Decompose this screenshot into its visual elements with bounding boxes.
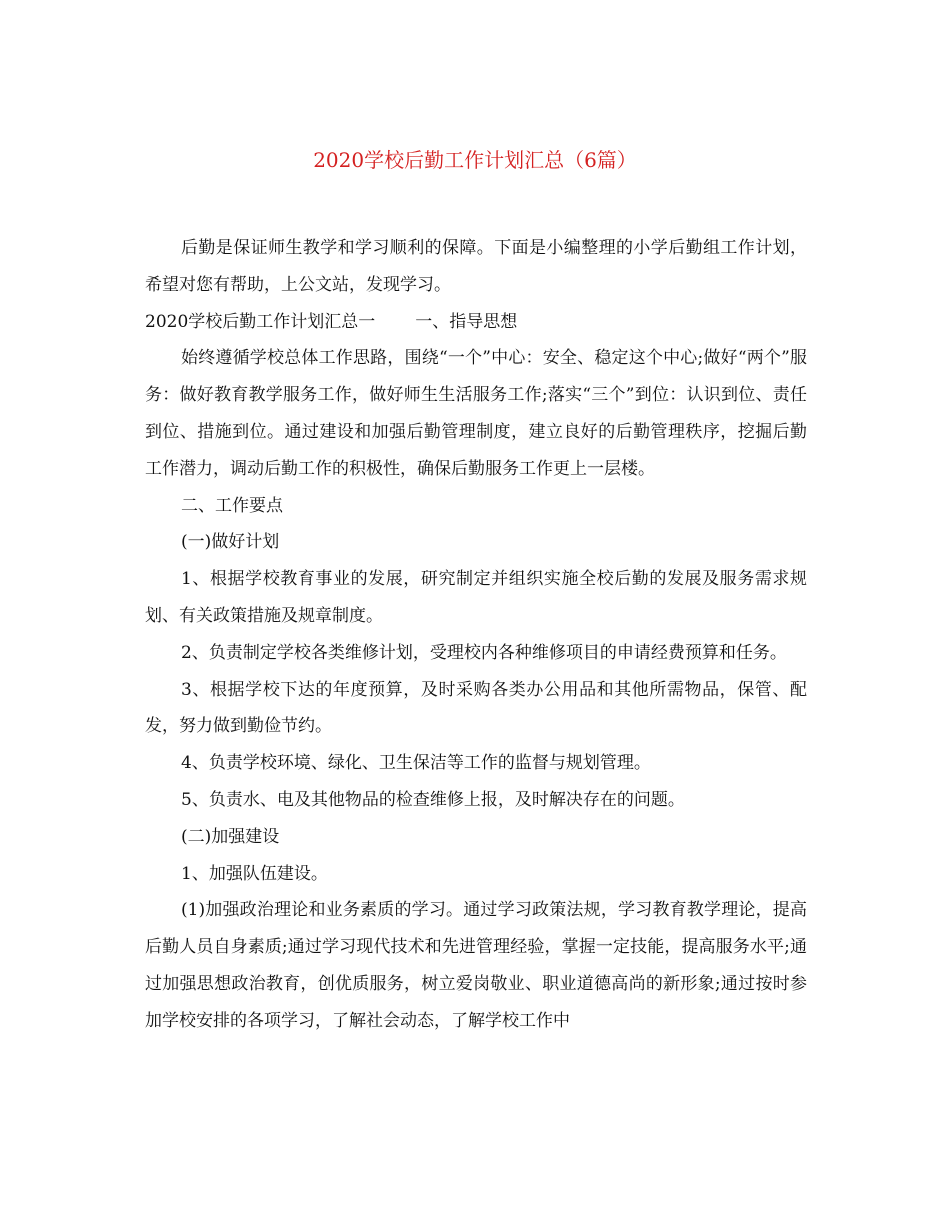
document-body (145, 230, 807, 1040)
list-item-5: 5、负责水、电及其他物品的检查维修上报，及时解决存在的问题。 (181, 789, 685, 810)
paragraph-study: (1)加强政治理论和业务素质的学习。通过学习政策法规，学习教育教学理论，提高后勤人员自身素质;通过学习现代技术和先进管理经验，掌握一定技能，提高服务水平;通过加强思想政治教育，创优质服务，树立爱岗敬业、职业道德高尚的新形象;通过按时参加学校安排的各项学习，了解社会动态，了解学校工作中 (145, 900, 807, 1031)
list-item-1: 1、根据学校教育事业的发展，研究制定并组织实施全校后勤的发展及服务需求规划、有关政策措施及规章制度。 (145, 569, 807, 626)
section-heading-subtitle: 一、指导思想 (415, 311, 518, 332)
section-heading-title: 2020学校后勤工作计划汇总一 (145, 311, 376, 332)
heading-work-points: 二、工作要点 (181, 495, 283, 516)
intro-paragraph: 后勤是保证师生教学和学习顺利的保障。下面是小编整理的小学后勤组工作计划，希望对您有帮助，上公文站，发现学习。 (145, 238, 807, 295)
section-heading-line (145, 304, 807, 341)
heading-planning: (一)做好计划 (181, 532, 280, 553)
list-item-4: 4、负责学校环境、绿化、卫生保洁等工作的监督与规划管理。 (181, 753, 651, 774)
document-title: 2020学校后勤工作计划汇总（6篇） (313, 148, 637, 172)
list-item-2: 2、负责制定学校各类维修计划，受理校内各种维修项目的申请经费预算和任务。 (181, 642, 787, 663)
list-item-3: 3、根据学校下达的年度预算，及时采购各类办公用品和其他所需物品，保管、配发，努力做到勤俭节约。 (145, 679, 807, 737)
heading-strengthen: (二)加强建设 (181, 826, 280, 847)
paragraph-guiding-thought: 始终遵循学校总体工作思路，围绕“一个”中心：安全、稳定这个中心;做好“两个”服务：做好教育教学服务工作，做好师生生活服务工作;落实“三个”到位：认识到位、责任到位、措施到位。通过建设和加强后勤管理制度，建立良好的后勤管理秩序，挖掘后勤工作潜力，调动后勤工作的积极性，确保后勤服务工作更上一层楼。 (145, 348, 807, 479)
list-item-team: 1、加强队伍建设。 (181, 863, 328, 884)
